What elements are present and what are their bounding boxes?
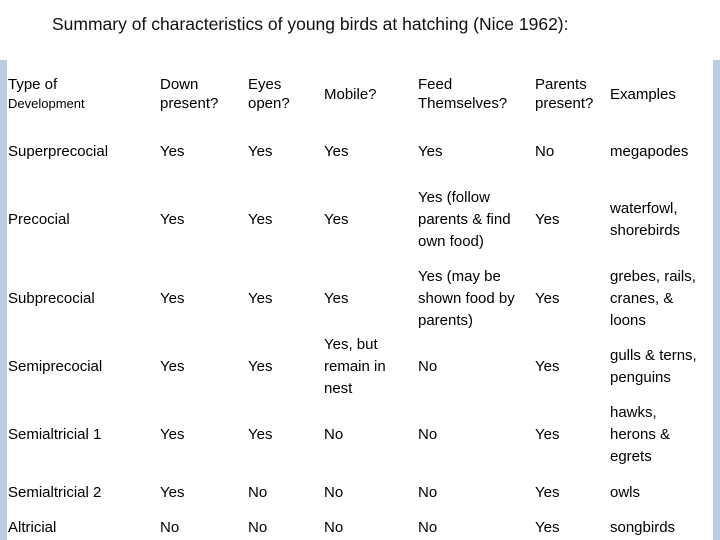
- cell-eyes: [248, 141, 272, 163]
- cell-mobile-line: remain in: [324, 358, 386, 375]
- cell-down: [160, 482, 184, 504]
- cell-examples: [610, 345, 697, 389]
- header-examples-line: Examples: [610, 85, 676, 103]
- cell-parents-line: Yes: [535, 519, 560, 536]
- cell-eyes: [248, 356, 272, 378]
- cell-examples-line: penguins: [610, 369, 671, 386]
- cell-eyes-line: No: [248, 519, 268, 536]
- cell-parents-line: Yes: [535, 358, 560, 375]
- cell-mobile-line: No: [324, 426, 344, 443]
- cell-type-line: Altricial: [8, 519, 57, 536]
- cell-feed: [418, 187, 511, 253]
- cell-examples: [610, 198, 680, 242]
- cell-examples-line: grebes, rails,: [610, 268, 696, 285]
- cell-parents: [535, 209, 559, 231]
- title-band: [0, 0, 720, 60]
- cell-mobile: [324, 209, 348, 231]
- cell-mobile-line: Yes: [324, 211, 349, 228]
- cell-type-line: Semiprecocial: [8, 358, 103, 375]
- cell-examples-line: gulls & terns,: [610, 347, 697, 364]
- cell-feed-line: No: [418, 484, 438, 501]
- cell-examples-line: owls: [610, 484, 641, 501]
- page-title: [52, 14, 569, 35]
- cell-type: [8, 424, 101, 446]
- cell-type-line: Semialtricial 2: [8, 484, 102, 501]
- cell-type: [8, 482, 101, 504]
- cell-feed-line: No: [418, 426, 438, 443]
- cell-parents: [535, 288, 559, 310]
- cell-eyes-line: Yes: [248, 290, 273, 307]
- header-type-line: Development: [8, 96, 85, 111]
- cell-examples-line: egrets: [610, 448, 652, 465]
- title-citation: (Nice 1962):: [468, 14, 569, 34]
- cell-mobile: [324, 334, 386, 400]
- cell-mobile: [324, 482, 343, 504]
- header-feed-themselves: [418, 75, 507, 113]
- cell-type-line: Precocial: [8, 211, 70, 228]
- cell-feed: [418, 517, 437, 539]
- header-parents-present: [535, 75, 593, 113]
- cell-eyes-line: Yes: [248, 426, 273, 443]
- cell-mobile-line: Yes: [324, 290, 349, 307]
- cell-parents-line: Yes: [535, 211, 560, 228]
- cell-down: [160, 288, 184, 310]
- cell-parents: [535, 424, 559, 446]
- header-eyes-open-line: open?: [248, 95, 290, 112]
- cell-down-line: Yes: [160, 358, 185, 375]
- cell-feed-line: No: [418, 519, 438, 536]
- cell-examples-line: waterfowl,: [610, 200, 678, 217]
- header-type-line: Type of: [8, 76, 58, 93]
- cell-examples-line: shorebirds: [610, 222, 681, 239]
- cell-examples-line: cranes, &: [610, 290, 674, 307]
- cell-mobile: [324, 288, 348, 310]
- cell-eyes: [248, 482, 267, 504]
- header-mobile: [324, 85, 377, 104]
- cell-down-line: Yes: [160, 290, 185, 307]
- cell-feed-line: No: [418, 358, 438, 375]
- cell-eyes: [248, 209, 272, 231]
- cell-feed: [418, 266, 515, 332]
- cell-feed-line: own food): [418, 233, 484, 250]
- cell-examples: [610, 517, 675, 539]
- cell-down-line: Yes: [160, 143, 185, 160]
- header-examples: [610, 85, 676, 104]
- cell-examples-line: songbirds: [610, 519, 676, 536]
- cell-feed: [418, 482, 437, 504]
- cell-mobile: [324, 141, 348, 163]
- cell-type: [8, 141, 108, 163]
- cell-parents-line: Yes: [535, 484, 560, 501]
- cell-down: [160, 209, 184, 231]
- cell-down-line: Yes: [160, 211, 185, 228]
- cell-eyes: [248, 288, 272, 310]
- cell-down-line: Yes: [160, 426, 185, 443]
- cell-examples-line: hawks,: [610, 404, 657, 421]
- header-down-present-line: Down: [160, 76, 199, 93]
- cell-examples: [610, 266, 696, 332]
- cell-parents: [535, 517, 559, 539]
- characteristics-table: [7, 60, 713, 540]
- cell-parents-line: Yes: [535, 290, 560, 307]
- cell-feed: [418, 356, 437, 378]
- cell-mobile: [324, 424, 343, 446]
- header-type-of-development: [8, 75, 85, 113]
- cell-type-line: Superprecocial: [8, 143, 109, 160]
- header-down-present: [160, 75, 218, 113]
- cell-mobile-line: Yes, but: [324, 336, 378, 353]
- cell-mobile-line: nest: [324, 380, 353, 397]
- cell-feed-line: Yes: [418, 143, 443, 160]
- cell-mobile-line: No: [324, 519, 344, 536]
- cell-feed-line: Yes (follow: [418, 189, 490, 206]
- cell-eyes-line: Yes: [248, 211, 273, 228]
- cell-type-line: Subprecocial: [8, 290, 95, 307]
- cell-down: [160, 517, 179, 539]
- cell-eyes-line: No: [248, 484, 268, 501]
- cell-feed-line: parents & find: [418, 211, 511, 228]
- cell-examples-line: herons &: [610, 426, 671, 443]
- title-main: Summary of characteristics of young birds at hatching: [52, 14, 469, 34]
- cell-examples: [610, 482, 640, 504]
- cell-examples-line: megapodes: [610, 143, 689, 160]
- cell-feed: [418, 141, 442, 163]
- cell-type: [8, 209, 70, 231]
- cell-mobile-line: No: [324, 484, 344, 501]
- cell-parents-line: Yes: [535, 426, 560, 443]
- cell-examples: [610, 141, 688, 163]
- cell-eyes: [248, 517, 267, 539]
- header-parents-present-line: present?: [535, 95, 594, 112]
- cell-examples: [610, 402, 670, 468]
- header-parents-present-line: Parents: [535, 76, 587, 93]
- cell-down: [160, 424, 184, 446]
- header-eyes-open-line: Eyes: [248, 76, 282, 93]
- cell-down-line: Yes: [160, 484, 185, 501]
- cell-down: [160, 356, 184, 378]
- cell-parents: [535, 482, 559, 504]
- cell-feed: [418, 424, 437, 446]
- cell-eyes-line: Yes: [248, 358, 273, 375]
- cell-type-line: Semialtricial 1: [8, 426, 102, 443]
- cell-type: [8, 288, 95, 310]
- cell-type: [8, 356, 102, 378]
- header-mobile-line: Mobile?: [324, 85, 377, 103]
- cell-down: [160, 141, 184, 163]
- header-feed-themselves-line: Themselves?: [418, 95, 508, 112]
- cell-mobile-line: Yes: [324, 143, 349, 160]
- cell-eyes-line: Yes: [248, 143, 273, 160]
- cell-mobile: [324, 517, 343, 539]
- cell-type: [8, 517, 56, 539]
- cell-feed-line: shown food by: [418, 290, 515, 307]
- header-down-present-line: present?: [160, 95, 219, 112]
- header-eyes-open: [248, 75, 290, 113]
- cell-parents: [535, 356, 559, 378]
- cell-eyes: [248, 424, 272, 446]
- cell-examples-line: loons: [610, 312, 646, 329]
- cell-feed-line: parents): [418, 312, 474, 329]
- header-feed-themselves-line: Feed: [418, 76, 453, 93]
- cell-feed-line: Yes (may be: [418, 268, 501, 285]
- cell-parents: [535, 141, 554, 163]
- cell-down-line: No: [160, 519, 180, 536]
- cell-parents-line: No: [535, 143, 555, 160]
